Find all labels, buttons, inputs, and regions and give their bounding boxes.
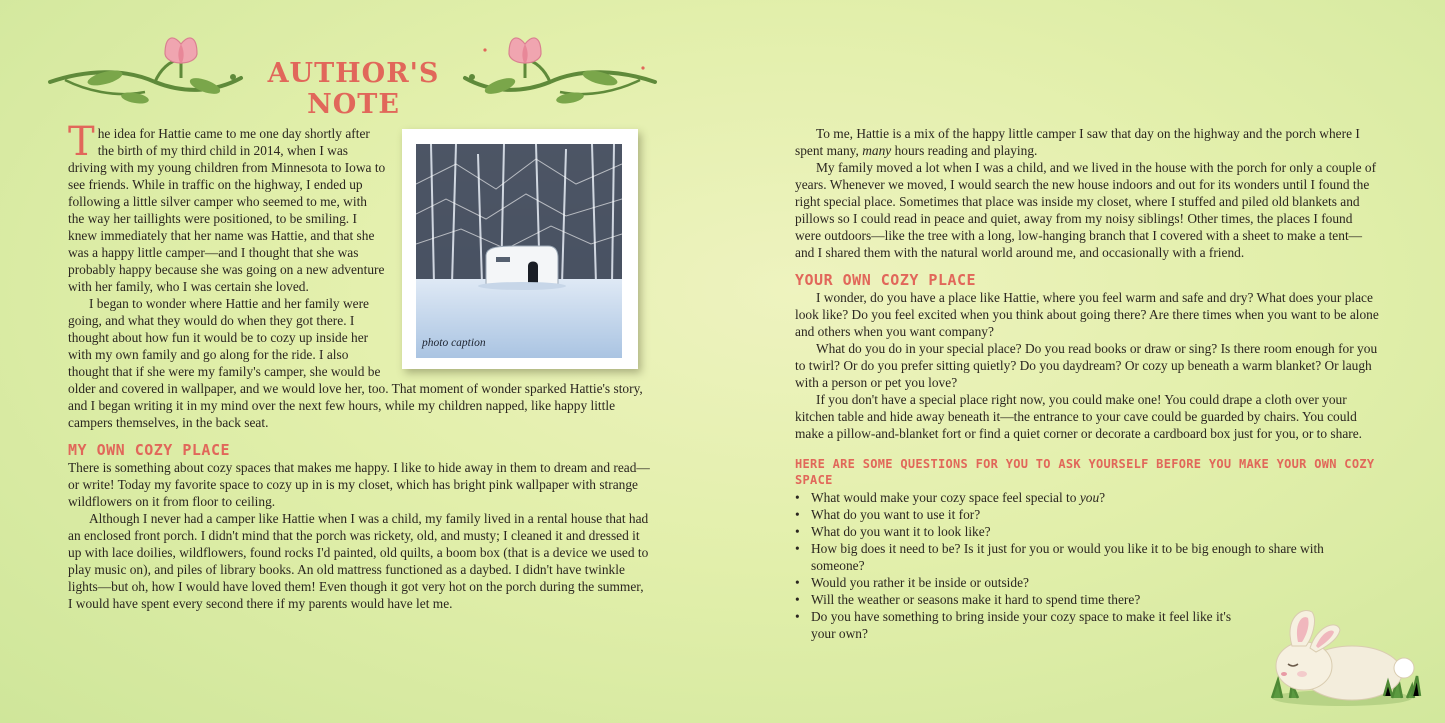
text-run: To me, Hattie is a mix of the happy little camper I saw that day on the highway and the porch where I spent many, <box>795 126 1360 158</box>
paragraph: I wonder, do you have a place like Hattie, where you feel warm and safe and dry? What does your place look like? Do you feel excited when you think about going there? Are there times when you want to be alone and others when you want company? <box>795 290 1379 339</box>
bunny-illustration <box>1262 598 1422 713</box>
snowy-camper-photo-icon <box>416 144 622 358</box>
list-item: • Do you have something to bring inside your cozy space to make it feel like it's your own? <box>795 608 1235 642</box>
section-heading-my-own-cozy-place: MY OWN COZY PLACE <box>68 441 231 459</box>
header-ornament <box>45 30 660 120</box>
text-run: hours reading and playing. <box>891 143 1038 158</box>
paragraph: I began to wonder where Hattie and her family were going, and what they would do when they got there. I thought about how fun it would be to cozy up inside her with my own family and go along for the ride. I also thought that if she were my family's camper, she would be older and covered in wallpaper, and we would love her, too. That moment of wonder sparked Hattie's story, and I began writing it in my mind over the next few hours, while my children napped, like happy little campers themselves, in the back seat. <box>68 296 643 430</box>
emphasis-text: you <box>1079 490 1100 505</box>
emphasis-text: many <box>862 143 892 158</box>
left-column <box>68 119 650 612</box>
section-heading-questions: HERE ARE SOME QUESTIONS FOR YOU TO ASK YOURSELF BEFORE YOU MAKE YOUR OWN COZY SPACE <box>795 457 1375 487</box>
intro-paragraph: he idea for Hattie came to me one day shortly after the birth of my third child in 2014, when I was driving with my young children from Minnesota to Iowa to see friends. While in traffic on the highway, I ended up following a little silver camper who seemed to me, with the way her taillights were positioned, to be smiling. I knew immediately that her name was Hattie, and that she was a happy little camper—and I thought that she was probably happy because she was going on a new adventure with her family, who I was certain she loved. <box>68 126 386 294</box>
list-item: • What do you want it to look like? <box>795 523 1380 540</box>
paragraph: There is something about cozy spaces that makes me happy. I like to hide away in them to dream and read—or write! Today my favorite space to cozy up in is my closet, which has bright pink wallpaper with strange wildflowers on it from floor to ceiling. <box>68 460 650 509</box>
list-item: • Would you rather it be inside or outside? <box>795 574 1380 591</box>
paragraph: My family moved a lot when I was a child, and we lived in the house with the porch for only a couple of years. Whenever we moved, I would search the new house indoors and out for its wonders until I found the right special place. Sometimes that place was inside my closet, where I stuffed and piled old blankets and pillows so I could read in peace and quiet, away from my noisy siblings! Other times, the places I found were outdoors—like the tree with a long, low-hanging branch that I covered with a sheet to make a tent—and I shared them with the natural world around me, and occasionally with a friend. <box>795 160 1377 260</box>
right-column <box>795 125 1380 642</box>
text-run: What would make your cozy space feel special to <box>811 490 1080 505</box>
list-item <box>795 489 1380 506</box>
list-item: • How big does it need to be? Is it just for you or would you like it to be big enough to share with someone? <box>795 540 1355 574</box>
list-item: • What do you want to use it for? <box>795 506 1380 523</box>
paragraph: If you don't have a special place right now, you could make one! You could drape a cloth over your kitchen table and hide away beneath it—the entrance to your cave could be guarded by chairs. You could make a pillow-and-blanket fort or find a quiet corner or decorate a cardboard box just for you, or to share. <box>795 392 1363 441</box>
text-run: ? <box>1099 490 1106 505</box>
photo-frame <box>402 129 638 369</box>
drop-cap: T <box>68 119 95 165</box>
page-title: AUTHOR'S NOTE <box>267 58 440 120</box>
photo-caption: photo caption <box>422 337 486 349</box>
list-item: • Will the weather or seasons make it hard to spend time there? <box>795 591 1380 608</box>
paragraph: What do you do in your special place? Do you read books or draw or sing? Is there room enough for you to twirl? Or do you prefer sitting quietly? Do you daydream? Or cozy up beneath a warm blanket? Or laugh with a person or pet you love? <box>795 341 1378 390</box>
paragraph: Although I never had a camper like Hattie when I was a child, my family lived in a rental house that had an enclosed front porch. I didn't mind that the porch was rickety, old, and musty; I cleaned it and dressed it up with lace doilies, wildflowers, found rocks I'd painted, old quilts, a boom box (that is a device we used to play music on), and piles of library books. An old mattress functioned as a daybed. I didn't have twinkle lights—but oh, how I would have loved them! Even though it got very hot on the porch during the summer, I would have spent every second there if my parents would have let me. <box>68 511 649 611</box>
section-heading-your-own-cozy-place: YOUR OWN COZY PLACE <box>795 271 977 289</box>
bunny-icon <box>1262 598 1422 708</box>
paragraph <box>795 125 1380 159</box>
